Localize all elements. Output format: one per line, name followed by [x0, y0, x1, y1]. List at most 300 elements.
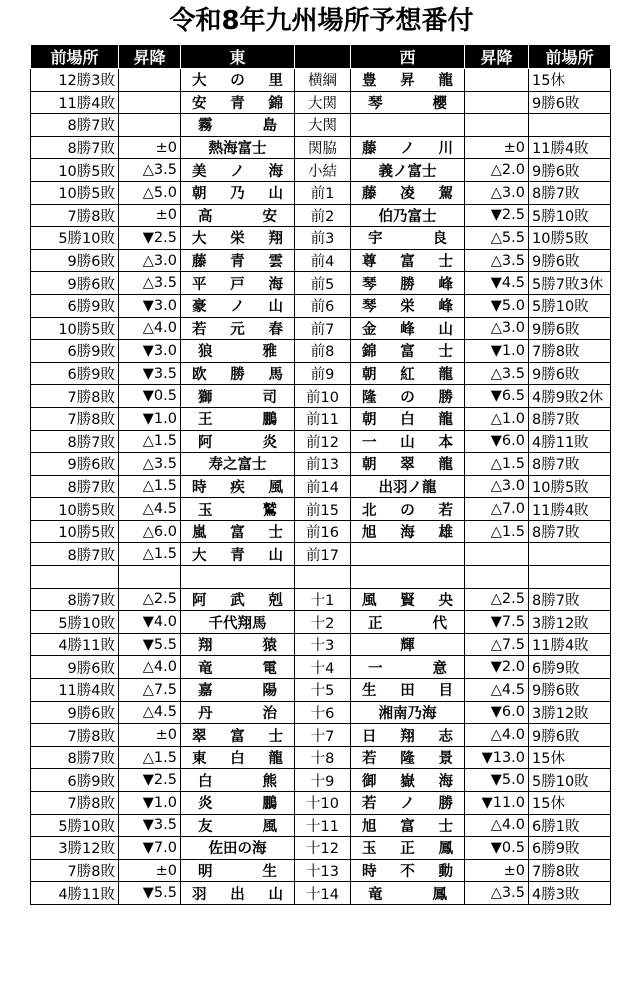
rank: 十14 [295, 882, 351, 905]
west-prev-record: 9勝6敗 [529, 249, 611, 272]
east-change: △1.5 [119, 746, 181, 769]
table-row [31, 430, 611, 453]
east-rikishi-text: 炎 鵬 [198, 796, 277, 813]
west-prev-record: 11勝4敗 [529, 633, 611, 656]
header-east-change: 昇降 [119, 45, 181, 69]
west-prev-record: 6勝1敗 [529, 814, 611, 837]
west-prev-record: 7勝8敗 [529, 859, 611, 882]
east-change: △5.0 [119, 181, 181, 204]
east-rikishi [181, 633, 295, 656]
east-rikishi-text: 獅 司 [198, 389, 277, 406]
east-rikishi [181, 114, 295, 137]
west-change: △2.0 [465, 159, 529, 182]
east-rikishi-text: 若 元 春 [192, 321, 283, 338]
rank: 十11 [295, 814, 351, 837]
east-rikishi [181, 294, 295, 317]
rank: 前1 [295, 181, 351, 204]
table-row [31, 159, 611, 182]
east-prev-record: 9勝6敗 [31, 656, 119, 679]
west-prev-record: 15休 [529, 746, 611, 769]
rank: 十7 [295, 724, 351, 747]
east-change [119, 69, 181, 92]
table-row [31, 181, 611, 204]
west-prev-record: 9勝6敗 [529, 679, 611, 702]
west-prev-record: 3勝12敗 [529, 611, 611, 634]
west-change: ▼13.0 [465, 746, 529, 769]
west-rikishi [351, 611, 465, 634]
west-prev-record: 5勝10敗 [529, 204, 611, 227]
west-rikishi-text: 宇 良 [368, 231, 447, 248]
east-rikishi-text: 白 熊 [198, 773, 277, 790]
west-rikishi-text: 尊 富 士 [362, 254, 453, 271]
rank: 十9 [295, 769, 351, 792]
west-prev-record: 9勝6敗 [529, 724, 611, 747]
west-rikishi-text: 若 隆 景 [362, 751, 453, 768]
east-prev-record: 7勝8敗 [31, 724, 119, 747]
table-row [31, 294, 611, 317]
west-prev-record: 3勝12敗 [529, 701, 611, 724]
east-prev-record: 9勝6敗 [31, 453, 119, 476]
east-prev-record: 11勝4敗 [31, 91, 119, 114]
table-row [31, 91, 611, 114]
rank: 前5 [295, 272, 351, 295]
table-row [31, 746, 611, 769]
rank: 十3 [295, 633, 351, 656]
east-prev-record: 5勝10敗 [31, 227, 119, 250]
east-prev-record: 5勝10敗 [31, 611, 119, 634]
west-rikishi [351, 453, 465, 476]
table-row [31, 814, 611, 837]
west-change [465, 543, 529, 566]
west-rikishi [351, 204, 465, 227]
west-rikishi [351, 430, 465, 453]
east-rikishi-text: 嵐 富 士 [192, 525, 283, 542]
rank: 関脇 [295, 136, 351, 159]
table-row [31, 227, 611, 250]
east-rikishi-text: 竜 電 [198, 660, 277, 677]
east-change: ▼3.0 [119, 340, 181, 363]
east-change: △6.0 [119, 520, 181, 543]
east-change: ▼3.5 [119, 362, 181, 385]
west-change: △1.0 [465, 407, 529, 430]
west-change [465, 69, 529, 92]
west-rikishi-text: 藤 凌 駕 [362, 186, 453, 203]
header-west: 西 [351, 45, 465, 69]
west-rikishi-text: 出羽ノ龍 [378, 479, 437, 496]
table-row [31, 882, 611, 905]
west-rikishi [351, 724, 465, 747]
east-rikishi-text: 羽 出 山 [192, 886, 283, 903]
header-west-change: 昇降 [465, 45, 529, 69]
table-row [31, 837, 611, 860]
east-prev-record: 6勝9敗 [31, 294, 119, 317]
east-prev-record [31, 566, 119, 589]
rank: 十1 [295, 588, 351, 611]
west-change: △7.0 [465, 498, 529, 521]
west-prev-record: 10勝5敗 [529, 475, 611, 498]
east-change: △1.5 [119, 475, 181, 498]
west-rikishi [351, 588, 465, 611]
rank: 前17 [295, 543, 351, 566]
east-rikishi-text: 友 風 [198, 818, 277, 835]
west-change: ▼4.5 [465, 272, 529, 295]
west-rikishi [351, 385, 465, 408]
west-prev-record: 11勝4敗 [529, 498, 611, 521]
east-rikishi-text: 欧 勝 馬 [192, 367, 283, 384]
east-rikishi [181, 701, 295, 724]
east-rikishi [181, 814, 295, 837]
rank: 前4 [295, 249, 351, 272]
west-rikishi [351, 69, 465, 92]
west-change: ▼6.5 [465, 385, 529, 408]
west-rikishi [351, 136, 465, 159]
rank [295, 566, 351, 589]
page-title: 令和8年九州場所予想番付 [169, 6, 474, 36]
rank: 十2 [295, 611, 351, 634]
table-row [31, 611, 611, 634]
west-rikishi-text: 玉 正 鳳 [362, 841, 453, 858]
west-rikishi [351, 679, 465, 702]
west-rikishi [351, 249, 465, 272]
east-rikishi-text: 寿之富士 [208, 457, 267, 474]
table-row [31, 317, 611, 340]
rank: 前12 [295, 430, 351, 453]
table-row [31, 362, 611, 385]
west-rikishi [351, 362, 465, 385]
rank: 横綱 [295, 69, 351, 92]
east-rikishi [181, 588, 295, 611]
west-change: ±0 [465, 859, 529, 882]
west-change: △5.5 [465, 227, 529, 250]
west-prev-record: 9勝6敗 [529, 317, 611, 340]
east-rikishi-text: 千代翔馬 [208, 615, 267, 632]
east-rikishi-text: 翔 猿 [198, 638, 277, 655]
west-change: △3.5 [465, 362, 529, 385]
rank: 小結 [295, 159, 351, 182]
west-rikishi [351, 792, 465, 815]
east-prev-record: 11勝4敗 [31, 679, 119, 702]
east-change: ▼7.0 [119, 837, 181, 860]
east-prev-record: 7勝8敗 [31, 792, 119, 815]
east-rikishi [181, 249, 295, 272]
west-prev-record: 15休 [529, 792, 611, 815]
east-rikishi [181, 317, 295, 340]
west-rikishi [351, 656, 465, 679]
west-change: △3.5 [465, 882, 529, 905]
west-rikishi [351, 882, 465, 905]
west-change: △3.0 [465, 181, 529, 204]
west-rikishi-text: 正 代 [368, 615, 447, 632]
west-change: △1.5 [465, 453, 529, 476]
east-rikishi-text: 美 ノ 海 [192, 163, 283, 180]
east-rikishi [181, 611, 295, 634]
rank: 前14 [295, 475, 351, 498]
east-rikishi-text: 嘉 陽 [198, 683, 277, 700]
east-rikishi [181, 430, 295, 453]
west-rikishi-text: 朝 白 龍 [362, 412, 453, 429]
west-rikishi-text: 隆 の 勝 [362, 389, 453, 406]
east-change: ▼3.5 [119, 814, 181, 837]
east-change: ±0 [119, 136, 181, 159]
east-rikishi-text: 阿 炎 [198, 434, 277, 451]
west-rikishi [351, 407, 465, 430]
west-rikishi-text: 琴 勝 峰 [362, 276, 453, 293]
west-prev-record: 4勝9敗2休 [529, 385, 611, 408]
header-west-prev: 前場所 [529, 45, 611, 69]
west-change: △4.5 [465, 679, 529, 702]
east-rikishi [181, 136, 295, 159]
east-rikishi-text: 王 鵬 [198, 412, 277, 429]
west-change: ▼2.0 [465, 656, 529, 679]
east-change: ±0 [119, 724, 181, 747]
rank: 十13 [295, 859, 351, 882]
east-change: ▼5.5 [119, 882, 181, 905]
west-rikishi [351, 633, 465, 656]
table-row [31, 475, 611, 498]
east-prev-record: 9勝6敗 [31, 272, 119, 295]
rank: 十8 [295, 746, 351, 769]
west-prev-record: 8勝7敗 [529, 407, 611, 430]
east-rikishi-text: 翠 富 士 [192, 728, 283, 745]
table-row [31, 520, 611, 543]
east-rikishi [181, 407, 295, 430]
west-prev-record: 5勝10敗 [529, 769, 611, 792]
east-change: △3.5 [119, 159, 181, 182]
rank: 十4 [295, 656, 351, 679]
east-change: ▼0.5 [119, 385, 181, 408]
west-prev-record [529, 566, 611, 589]
west-change: ▼5.0 [465, 294, 529, 317]
east-prev-record: 6勝9敗 [31, 340, 119, 363]
east-change: △4.0 [119, 317, 181, 340]
east-change: △3.0 [119, 249, 181, 272]
west-change: ▼11.0 [465, 792, 529, 815]
west-rikishi [351, 475, 465, 498]
east-prev-record: 7勝8敗 [31, 385, 119, 408]
west-change [465, 566, 529, 589]
table-row [31, 679, 611, 702]
east-rikishi-text: 朝 乃 山 [192, 186, 283, 203]
west-change: ±0 [465, 136, 529, 159]
west-rikishi-text: 一 意 [368, 660, 447, 677]
west-change: ▼1.0 [465, 340, 529, 363]
west-prev-record: 7勝8敗 [529, 340, 611, 363]
east-rikishi-text: 丹 治 [198, 705, 277, 722]
east-rikishi-text: 藤 青 雲 [192, 254, 283, 271]
east-rikishi [181, 656, 295, 679]
east-rikishi [181, 69, 295, 92]
rank: 十6 [295, 701, 351, 724]
east-rikishi [181, 566, 295, 589]
west-rikishi [351, 769, 465, 792]
banzuke-table [30, 44, 611, 905]
table-row [31, 724, 611, 747]
header-row [31, 45, 611, 69]
west-prev-record: 8勝7敗 [529, 181, 611, 204]
rank: 前15 [295, 498, 351, 521]
west-change: △4.0 [465, 814, 529, 837]
west-change: ▼2.5 [465, 204, 529, 227]
west-rikishi-text: 時 不 動 [362, 864, 453, 881]
east-rikishi-text: 霧 島 [198, 118, 277, 135]
west-rikishi [351, 340, 465, 363]
table-row [31, 656, 611, 679]
east-rikishi [181, 769, 295, 792]
west-change: ▼6.0 [465, 701, 529, 724]
west-rikishi [351, 272, 465, 295]
table-row [31, 588, 611, 611]
east-prev-record: 4勝11敗 [31, 633, 119, 656]
rank: 前8 [295, 340, 351, 363]
west-rikishi-text: 朝 紅 龍 [362, 367, 453, 384]
east-change: ▼3.0 [119, 294, 181, 317]
rank: 前2 [295, 204, 351, 227]
west-prev-record: 4勝11敗 [529, 430, 611, 453]
west-change: △7.5 [465, 633, 529, 656]
west-rikishi-text: 日 翔 志 [362, 728, 453, 745]
west-change: ▼6.0 [465, 430, 529, 453]
table-row [31, 69, 611, 92]
header-east: 東 [181, 45, 295, 69]
east-rikishi [181, 362, 295, 385]
east-prev-record: 9勝6敗 [31, 701, 119, 724]
rank: 前16 [295, 520, 351, 543]
header-east-prev: 前場所 [31, 45, 119, 69]
east-prev-record: 3勝12敗 [31, 837, 119, 860]
west-prev-record: 6勝9敗 [529, 656, 611, 679]
table-row [31, 340, 611, 363]
table-row [31, 385, 611, 408]
west-rikishi [351, 859, 465, 882]
west-prev-record [529, 543, 611, 566]
west-rikishi [351, 91, 465, 114]
east-change: △4.5 [119, 701, 181, 724]
east-prev-record: 12勝3敗 [31, 69, 119, 92]
west-change: △3.0 [465, 317, 529, 340]
west-rikishi [351, 317, 465, 340]
table-row [31, 498, 611, 521]
east-prev-record: 8勝7敗 [31, 136, 119, 159]
east-change: ▼5.5 [119, 633, 181, 656]
west-rikishi [351, 159, 465, 182]
east-rikishi [181, 453, 295, 476]
east-change: ±0 [119, 204, 181, 227]
east-rikishi-text: 大 栄 翔 [192, 231, 283, 248]
east-rikishi [181, 181, 295, 204]
rank: 十5 [295, 679, 351, 702]
east-rikishi-text: 安 青 錦 [192, 95, 283, 112]
east-rikishi-text: 佐田の海 [208, 841, 267, 858]
west-change: △3.5 [465, 249, 529, 272]
east-change: △4.5 [119, 498, 181, 521]
west-rikishi [351, 566, 465, 589]
west-rikishi [351, 181, 465, 204]
east-rikishi-text: 玉 鷲 [198, 502, 277, 519]
east-prev-record: 8勝7敗 [31, 543, 119, 566]
west-rikishi-text: 琴 櫻 [368, 95, 447, 112]
west-rikishi-text: 錦 富 士 [362, 344, 453, 361]
west-change: △3.0 [465, 475, 529, 498]
east-rikishi [181, 498, 295, 521]
west-rikishi-text: 生 田 目 [362, 683, 453, 700]
east-rikishi [181, 340, 295, 363]
east-prev-record: 7勝8敗 [31, 204, 119, 227]
east-prev-record: 9勝6敗 [31, 249, 119, 272]
west-rikishi [351, 543, 465, 566]
east-rikishi [181, 724, 295, 747]
east-prev-record: 8勝7敗 [31, 114, 119, 137]
west-change: △1.5 [465, 520, 529, 543]
west-rikishi [351, 498, 465, 521]
east-prev-record: 10勝5敗 [31, 181, 119, 204]
table-row [31, 769, 611, 792]
west-rikishi-text: 風 賢 央 [362, 592, 453, 609]
west-prev-record: 9勝6敗 [529, 362, 611, 385]
west-rikishi [351, 114, 465, 137]
rank: 大関 [295, 114, 351, 137]
west-change: △4.0 [465, 724, 529, 747]
east-rikishi [181, 679, 295, 702]
east-prev-record: 10勝5敗 [31, 317, 119, 340]
rank: 十10 [295, 792, 351, 815]
east-rikishi [181, 859, 295, 882]
east-rikishi-text: 明 生 [198, 864, 277, 881]
west-rikishi-text: 金 峰 山 [362, 321, 453, 338]
table-row [31, 566, 611, 589]
east-rikishi [181, 882, 295, 905]
east-rikishi-text: 高 安 [198, 208, 277, 225]
east-rikishi [181, 159, 295, 182]
west-rikishi [351, 227, 465, 250]
east-rikishi [181, 227, 295, 250]
west-rikishi-text: 若 ノ 勝 [362, 796, 453, 813]
east-prev-record: 10勝5敗 [31, 159, 119, 182]
west-rikishi-text: 旭 海 雄 [362, 525, 453, 542]
west-rikishi-text: 伯乃富士 [378, 208, 437, 225]
east-prev-record: 6勝9敗 [31, 769, 119, 792]
east-change: ▼1.0 [119, 792, 181, 815]
header-rank [295, 45, 351, 69]
east-rikishi [181, 385, 295, 408]
east-rikishi [181, 272, 295, 295]
rank: 前13 [295, 453, 351, 476]
east-rikishi [181, 837, 295, 860]
rank: 前7 [295, 317, 351, 340]
east-rikishi [181, 204, 295, 227]
west-change [465, 114, 529, 137]
east-rikishi [181, 792, 295, 815]
west-rikishi [351, 746, 465, 769]
west-rikishi-text: 琴 栄 峰 [362, 299, 453, 316]
east-change: △4.0 [119, 656, 181, 679]
east-rikishi-text: 大 の 里 [192, 73, 283, 90]
east-change: △7.5 [119, 679, 181, 702]
west-prev-record: 6勝9敗 [529, 837, 611, 860]
east-rikishi-text: 豪 ノ 山 [192, 299, 283, 316]
east-prev-record: 5勝10敗 [31, 814, 119, 837]
east-change: ▼2.5 [119, 227, 181, 250]
west-prev-record: 8勝7敗 [529, 453, 611, 476]
table-row [31, 136, 611, 159]
east-prev-record: 4勝11敗 [31, 882, 119, 905]
west-change [465, 91, 529, 114]
west-rikishi [351, 837, 465, 860]
east-change: △1.5 [119, 430, 181, 453]
west-prev-record: 4勝3敗 [529, 882, 611, 905]
east-change: ±0 [119, 859, 181, 882]
rank: 前9 [295, 362, 351, 385]
table-row [31, 114, 611, 137]
